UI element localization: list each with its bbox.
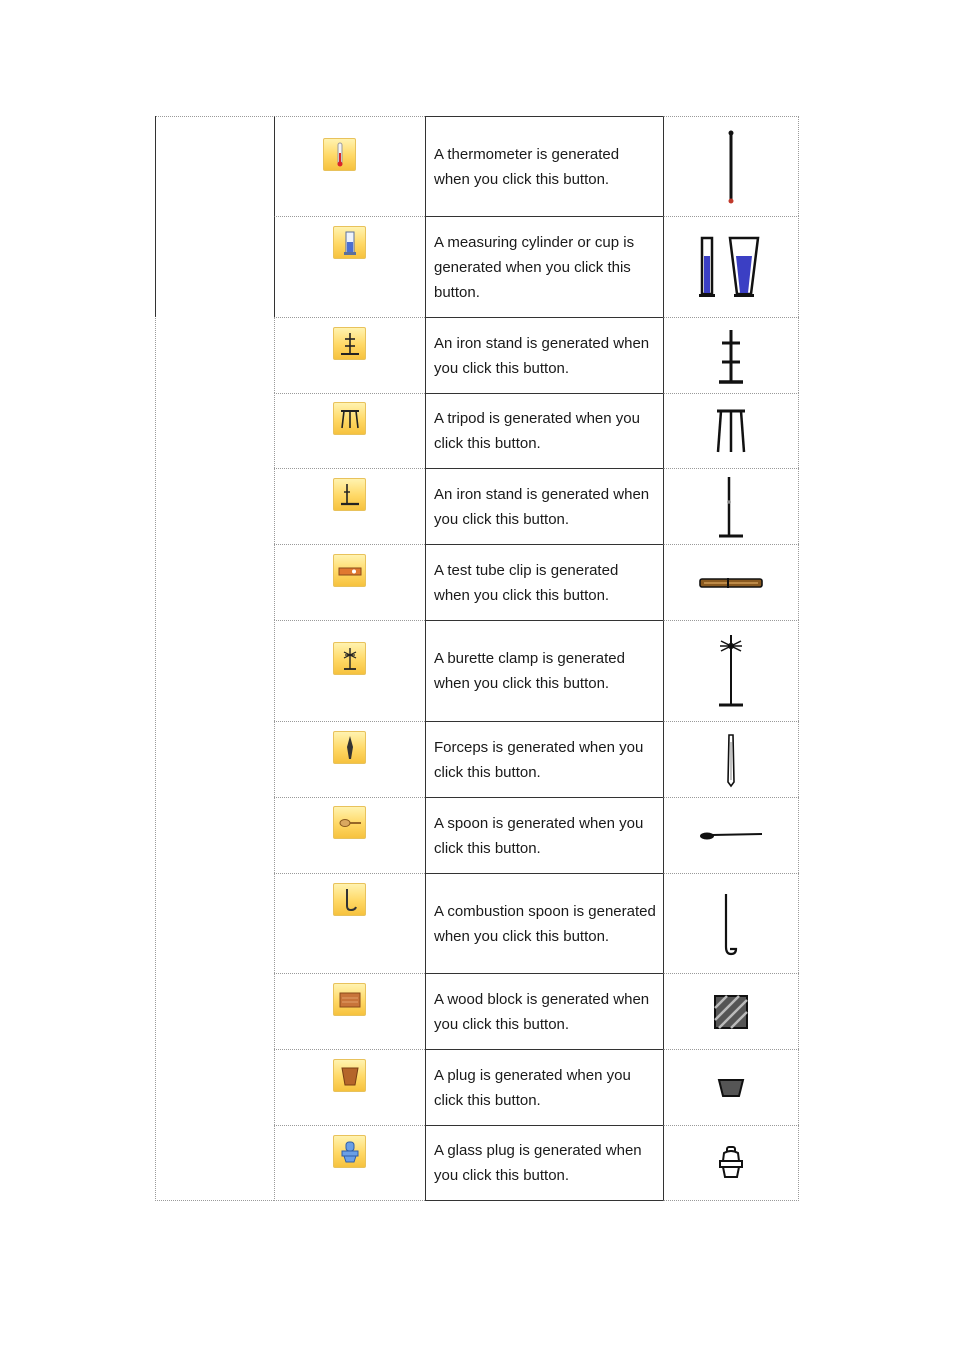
combustion-spoon-icon	[335, 885, 365, 915]
button-cell	[274, 468, 425, 544]
tripod-image	[711, 406, 751, 456]
description-text: A test tube clip is generated when you click this button.	[434, 561, 619, 604]
burette-clamp-image	[711, 633, 751, 709]
measuring-cylinder-button[interactable]	[333, 226, 366, 259]
spoon-button[interactable]	[333, 806, 366, 839]
description-cell	[425, 544, 663, 620]
button-cell	[274, 973, 425, 1049]
description-cell	[425, 721, 663, 797]
button-cell	[274, 1125, 425, 1201]
table-row	[274, 721, 799, 797]
description-text: A plug is generated when you click this button.	[434, 1066, 631, 1109]
spoon-icon	[335, 808, 365, 838]
description-cell	[425, 116, 663, 216]
glass-plug-icon	[335, 1137, 365, 1167]
measuring-cylinder-icon	[335, 228, 365, 258]
category-column-top	[156, 116, 275, 117]
table-row	[274, 797, 799, 873]
combustion-spoon-image	[716, 891, 746, 957]
description-cell	[425, 393, 663, 468]
image-cell	[663, 873, 799, 973]
thermometer-image	[716, 127, 746, 207]
button-cell	[274, 1049, 425, 1125]
description-cell	[425, 873, 663, 973]
description-cell	[425, 317, 663, 393]
image-cell	[663, 973, 799, 1049]
button-cell	[274, 317, 425, 393]
image-cell	[663, 393, 799, 468]
button-cell	[274, 393, 425, 468]
image-cell	[663, 116, 799, 216]
iron-stand-icon	[335, 329, 365, 359]
wood-block-button[interactable]	[333, 983, 366, 1016]
iron-stand-image	[711, 326, 751, 386]
iron-stand-rod-button[interactable]	[333, 478, 366, 511]
description-text: A spoon is generated when you click this button.	[434, 814, 644, 857]
image-cell	[663, 544, 799, 620]
description-cell	[425, 1049, 663, 1125]
button-cell	[274, 721, 425, 797]
image-cell	[663, 216, 799, 317]
tripod-icon	[335, 404, 365, 434]
button-cell	[274, 116, 425, 216]
iron-stand-rod-image	[711, 474, 751, 540]
description-text: A combustion spoon is generated when you click this button.	[434, 902, 656, 945]
forceps-icon	[335, 733, 365, 763]
glass-plug-button[interactable]	[333, 1135, 366, 1168]
glass-plug-image	[715, 1145, 747, 1181]
table-row	[274, 468, 799, 544]
iron-stand-button[interactable]	[333, 327, 366, 360]
description-cell	[425, 973, 663, 1049]
table-row	[274, 620, 799, 721]
description-text: A burette clamp is generated when you click this button.	[434, 650, 625, 692]
button-cell	[274, 544, 425, 620]
description-cell	[425, 797, 663, 873]
category-column	[155, 116, 274, 1201]
description-cell	[425, 216, 663, 317]
table-row	[274, 317, 799, 393]
plug-image	[716, 1076, 746, 1100]
table-row	[274, 116, 799, 216]
forceps-image	[721, 732, 741, 788]
table-row	[274, 1125, 799, 1201]
description-text: Forceps is generated when you click this button.	[434, 738, 644, 781]
burette-clamp-button[interactable]	[333, 642, 366, 675]
forceps-button[interactable]	[333, 731, 366, 764]
image-cell	[663, 1049, 799, 1125]
image-cell	[663, 317, 799, 393]
table-row	[274, 873, 799, 973]
image-cell	[663, 797, 799, 873]
thermometer-icon	[325, 140, 355, 170]
button-cell	[274, 216, 425, 317]
table-row	[274, 1049, 799, 1125]
test-tube-clip-button[interactable]	[333, 554, 366, 587]
image-cell	[663, 721, 799, 797]
table-row	[274, 544, 799, 620]
image-cell	[663, 1125, 799, 1201]
test-tube-clip-image	[698, 575, 764, 591]
button-cell	[274, 797, 425, 873]
measuring-cylinder-image	[696, 232, 766, 302]
description-cell	[425, 620, 663, 721]
description-cell	[425, 1125, 663, 1201]
equipment-table	[155, 116, 799, 1201]
description-text: A thermometer is generated when you click this button.	[434, 145, 620, 188]
description-text: A measuring cylinder or cup is generated when you click this button.	[434, 233, 635, 301]
plug-button[interactable]	[333, 1059, 366, 1092]
burette-clamp-icon	[335, 644, 365, 674]
plug-icon	[335, 1061, 365, 1091]
image-cell	[663, 620, 799, 721]
table-row	[274, 973, 799, 1049]
description-text: A wood block is generated when you click this button.	[434, 990, 650, 1033]
wood-block-image	[713, 994, 749, 1030]
description-text: An iron stand is generated when you click this button.	[434, 334, 650, 377]
test-tube-clip-icon	[335, 556, 365, 586]
button-cell	[274, 620, 425, 721]
button-cell	[274, 873, 425, 973]
iron-stand-rod-icon	[335, 480, 365, 510]
combustion-spoon-button[interactable]	[333, 883, 366, 916]
spoon-image	[698, 829, 764, 843]
category-column-border	[155, 116, 156, 317]
description-text: A glass plug is generated when you click this button.	[434, 1142, 642, 1184]
description-text: A tripod is generated when you click this button.	[434, 410, 640, 452]
tripod-button[interactable]	[333, 402, 366, 435]
image-cell	[663, 468, 799, 544]
thermometer-button[interactable]	[323, 138, 356, 171]
wood-block-icon	[335, 985, 365, 1015]
description-text: An iron stand is generated when you click this button.	[434, 485, 650, 528]
description-cell	[425, 468, 663, 544]
table-row	[274, 216, 799, 317]
table-row	[274, 393, 799, 468]
